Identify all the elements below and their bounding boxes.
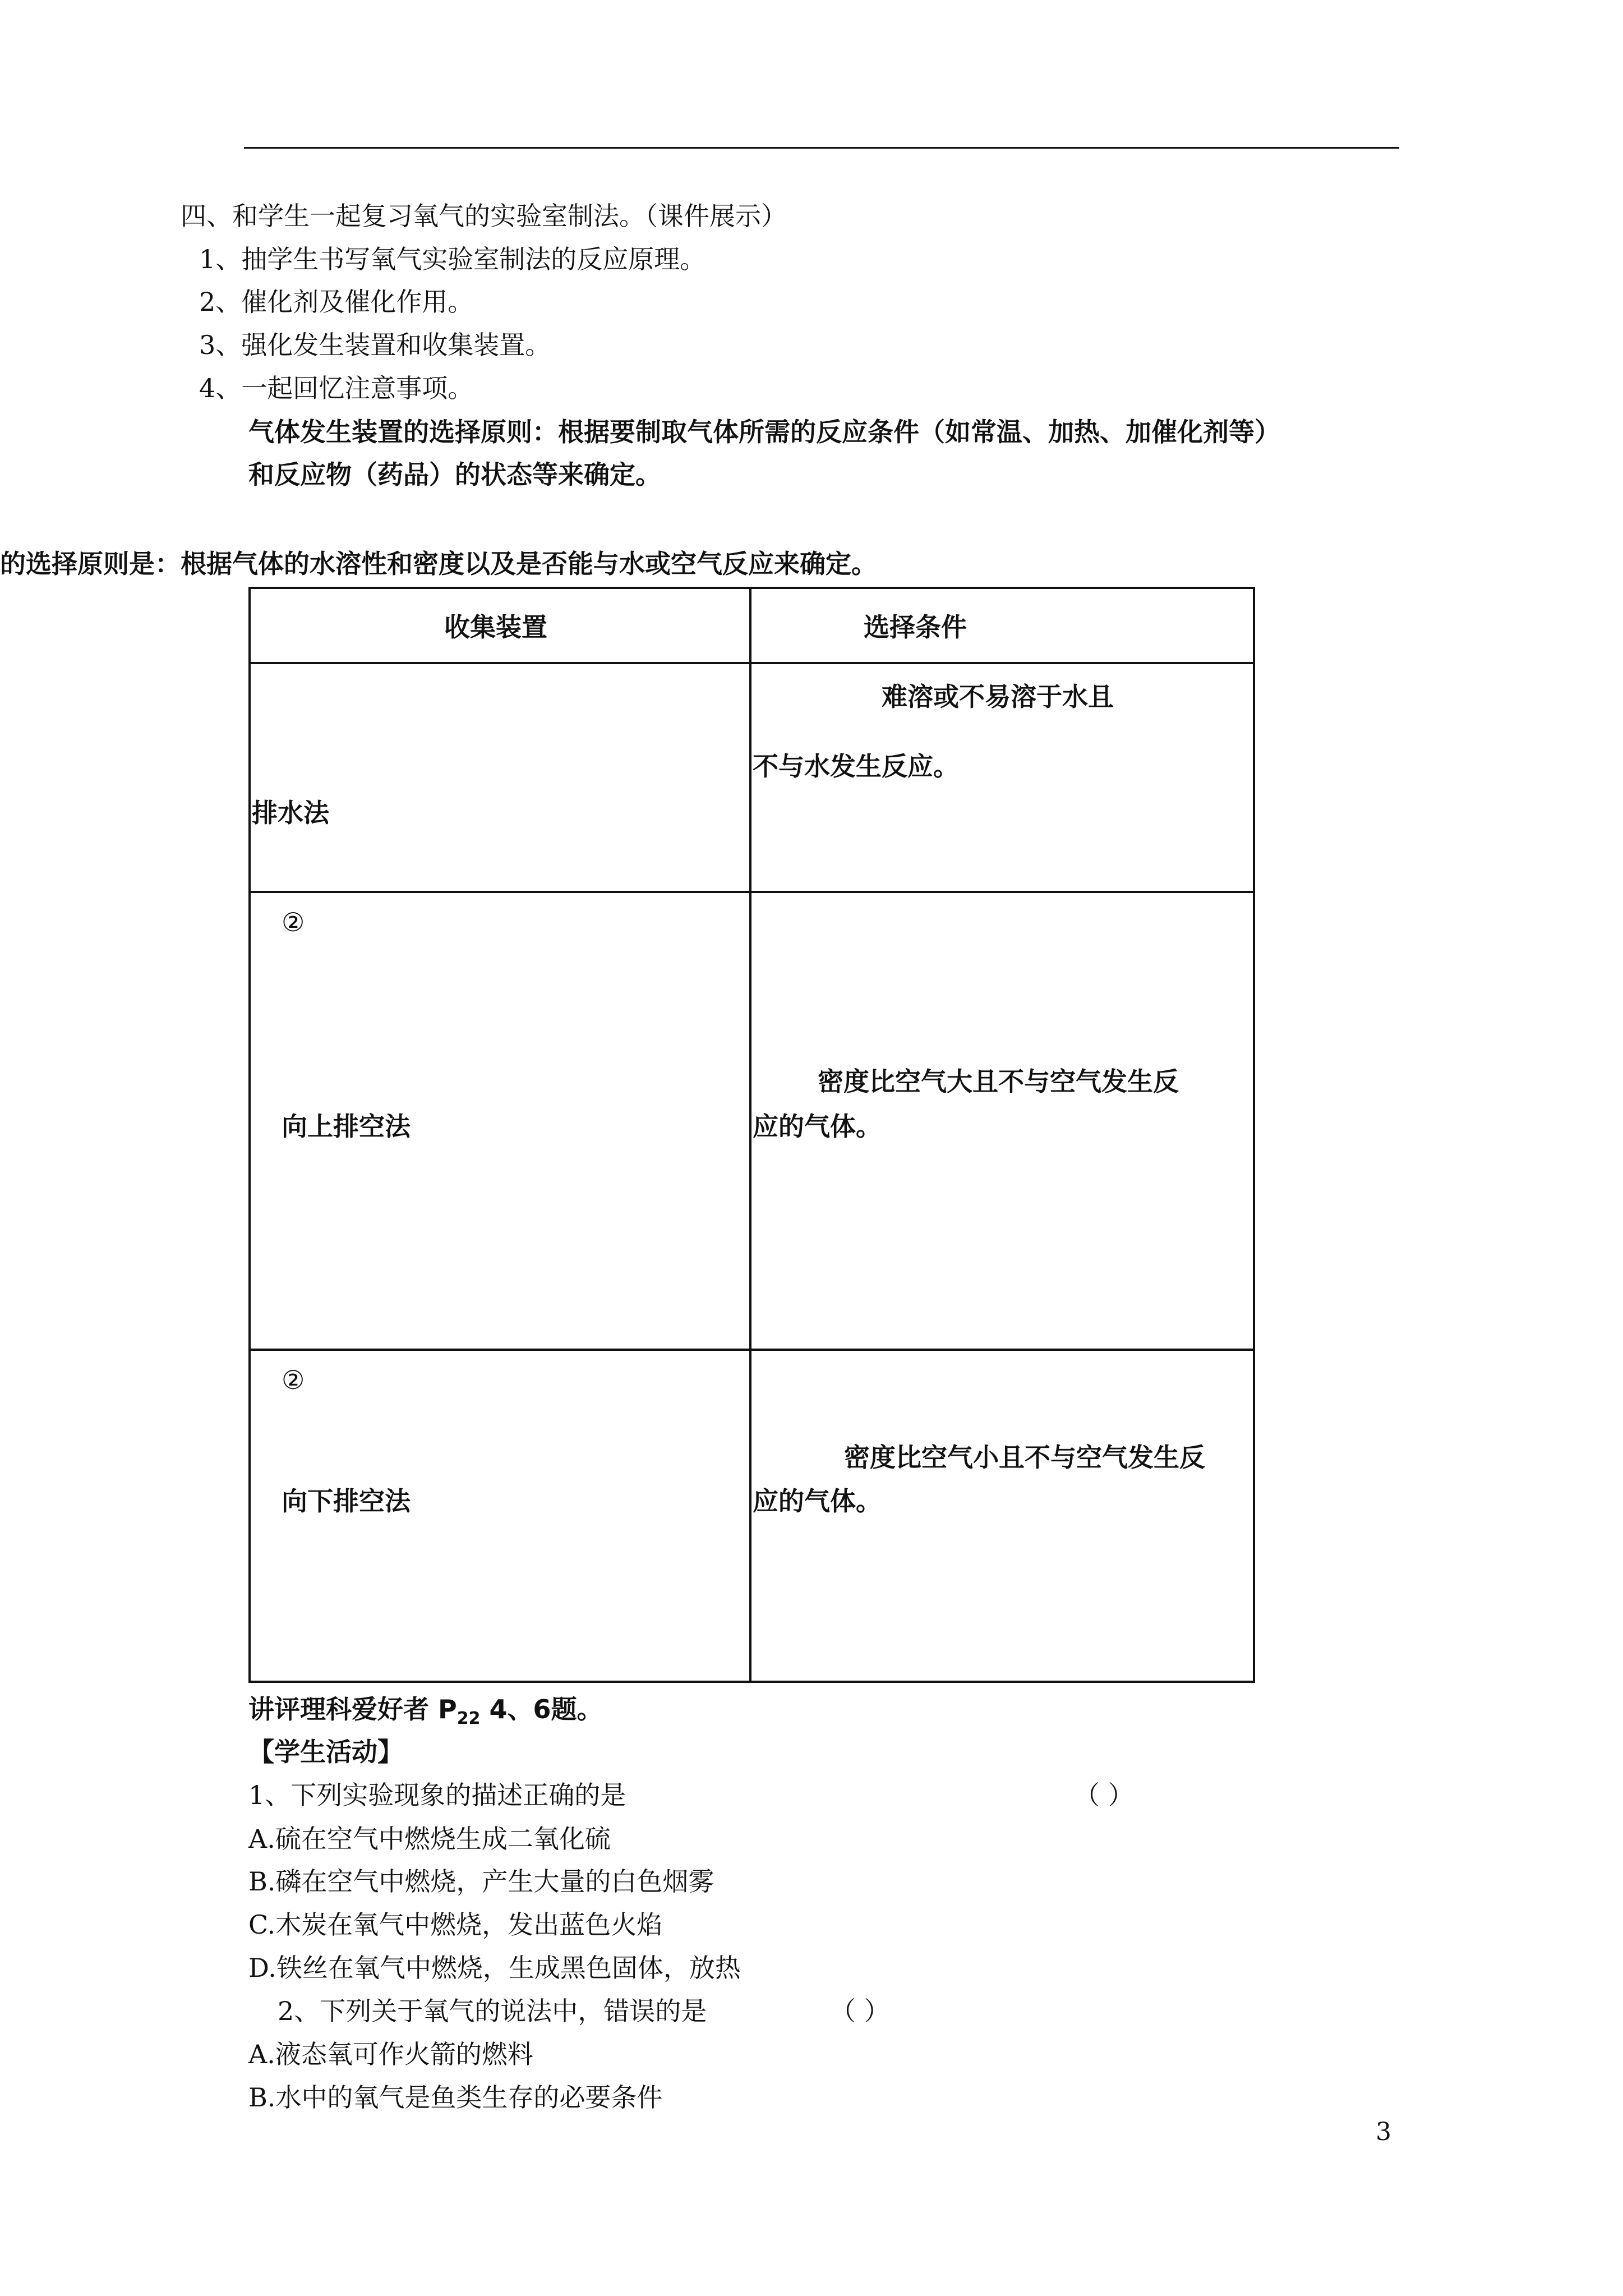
- table-cell-method: 排水法: [250, 663, 750, 892]
- question-2: 2、下列关于氧气的说法中，错误的是: [278, 1996, 707, 2026]
- table-row: [250, 892, 1254, 1350]
- list-item: 3、强化发生装置和收集装置。: [199, 330, 551, 360]
- table-cell-method: ② 向下排空法: [250, 1350, 750, 1682]
- table-cell-condition: 难溶或不易溶于水且 不与水发生反应。: [750, 663, 1254, 892]
- table-header-cell: 收集装置: [250, 588, 750, 663]
- section-heading: 四、和学生一起复习氧气的实验室制法。（课件展示）: [181, 201, 787, 231]
- option-item: A.液态氧可作火箭的燃料: [248, 2039, 533, 2069]
- table-cell-condition: 密度比空气大且不与空气发生反 应的气体。: [750, 892, 1254, 1350]
- option-item: C.木炭在氧气中燃烧，发出蓝色火焰: [248, 1910, 663, 1940]
- table-header-row: [250, 588, 1254, 663]
- header-rule: [244, 147, 1399, 149]
- answer-blank: （ ）: [830, 1996, 890, 2026]
- option-item: B.水中的氧气是鱼类生存的必要条件: [248, 2082, 663, 2113]
- table-header-cell: 选择条件: [750, 588, 1254, 663]
- review-note: 讲评理科爱好者 $P_{22}$ 4、6题。: [248, 1694, 603, 1729]
- option-item: B.磷在空气中燃烧，产生大量的白色烟雾: [248, 1866, 714, 1897]
- collector-principle: 的选择原则是：根据气体的水溶性和密度以及是否能与水或空气反应来确定。: [0, 549, 877, 579]
- option-item: D.铁丝在氧气中燃烧，生成黑色固体，放热: [248, 1953, 741, 1983]
- table-cell-method: ② 向上排空法: [250, 892, 750, 1350]
- answer-blank: （ ）: [1074, 1780, 1134, 1810]
- table-row: [250, 663, 1254, 892]
- circled-number: ②: [282, 1365, 305, 1395]
- list-item: 1、抽学生书写氧气实验室制法的反应原理。: [199, 244, 706, 274]
- generator-principle-line1: 气体发生装置的选择原则：根据要制取气体所需的反应条件（如常温、加热、加催化剂等）: [248, 417, 1280, 447]
- circled-number: ②: [282, 907, 305, 937]
- table-cell-condition: 密度比空气小且不与空气发生反 应的气体。: [750, 1350, 1254, 1682]
- collection-table: [248, 587, 1255, 1683]
- list-item: 4、一起回忆注意事项。: [199, 373, 474, 403]
- activity-title: 【学生活动】: [248, 1737, 403, 1767]
- table-row: [250, 1350, 1254, 1682]
- page-number: 3: [1376, 2118, 1391, 2146]
- generator-principle-line2: 和反应物（药品）的状态等来确定。: [248, 459, 661, 490]
- question-1: 1、下列实验现象的描述正确的是: [248, 1780, 626, 1810]
- option-item: A.硫在空气中燃烧生成二氧化硫: [248, 1824, 611, 1854]
- list-item: 2、催化剂及催化作用。: [199, 287, 474, 317]
